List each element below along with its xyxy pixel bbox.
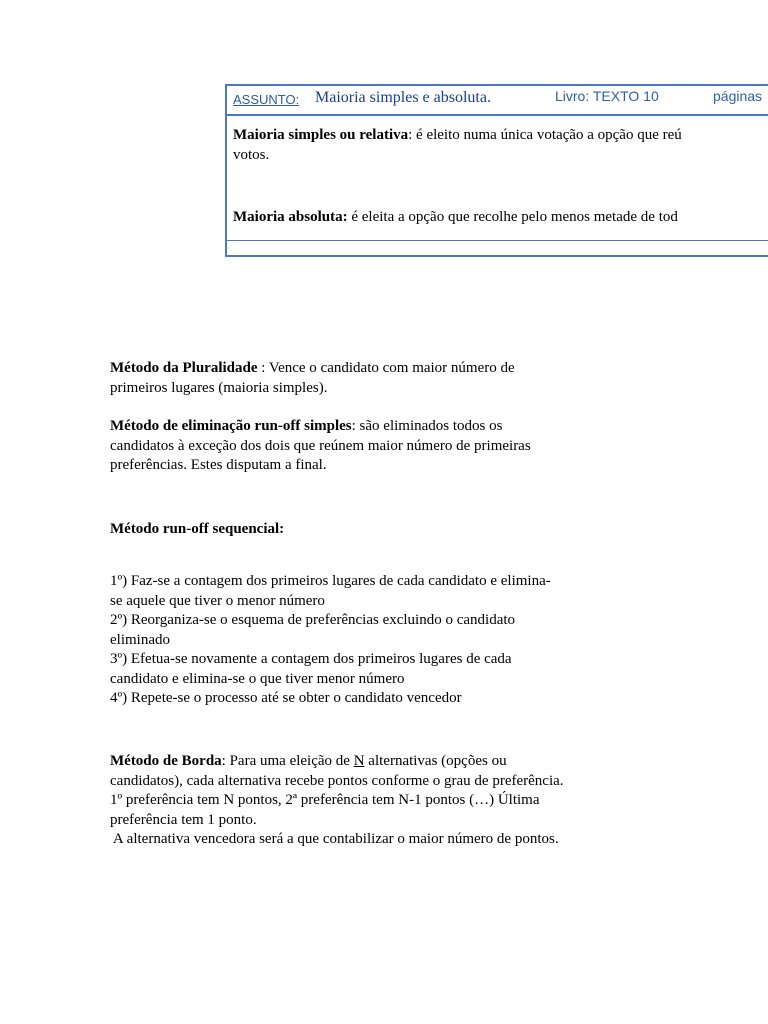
step-line: 2º) Reorganiza-se o esquema de preferências excluindo o candidato: [110, 612, 516, 628]
borda-line-2: candidatos), cada alternativa recebe pontos conforme o grau de preferência.: [110, 772, 564, 789]
step-line: candidato e elimina-se o que tiver menor número: [110, 670, 405, 687]
step-line: 1º) Faz-se a contagem dos primeiros lugares de cada candidato e elimina-: [110, 573, 551, 589]
borda-paragraph: [110, 752, 670, 850]
subject-definitions: [227, 116, 768, 241]
step-line: 3º) Efetua-se novamente a contagem dos primeiros lugares de cada: [110, 651, 512, 667]
step-line: 4º) Repete-se o processo até se obter o candidato vencedor: [110, 690, 462, 706]
maioria-simples-line: [233, 127, 682, 144]
borda-line-1: [110, 752, 670, 772]
paginas-label: páginas: [713, 88, 763, 104]
borda-line-5: A alternativa vencedora será a que contabilizar o maior número de pontos.: [110, 831, 559, 847]
livro-label: Livro: TEXTO 10: [555, 88, 659, 104]
runoff-simples-line-2: candidatos à exceção dos dois que reúnem maior número de primeiras: [110, 437, 531, 454]
borda-text-1b: alternativas (opções ou: [364, 753, 507, 769]
pluralidade-line-1: [110, 359, 670, 379]
subject-header-bar: [227, 86, 768, 116]
pluralidade-text-1: : Vence o candidato com maior número de: [257, 360, 515, 376]
step-line: se aquele que tiver o menor número: [110, 592, 325, 609]
pluralidade-paragraph: [110, 359, 670, 398]
borda-term: Método de Borda: [110, 753, 222, 769]
runoff-sequencial-title: [110, 520, 670, 540]
borda-line-3: 1º preferência tem N pontos, 2ª preferência tem N-1 pontos (…) Última: [110, 792, 540, 808]
maioria-simples-term: Maioria simples ou relativa: [233, 127, 409, 143]
maioria-absoluta-def: é eleita a opção que recolhe pelo menos metade de tod: [347, 209, 678, 225]
pluralidade-term: Método da Pluralidade: [110, 360, 258, 376]
runoff-simples-line-1: [110, 417, 670, 437]
step-line: eliminado: [110, 631, 170, 648]
maioria-absoluta-term: Maioria absoluta:: [233, 209, 348, 225]
runoff-simples-text-1: : são eliminados todos os: [351, 418, 503, 434]
runoff-simples-term: Método de eliminação run-off simples: [110, 418, 352, 434]
assunto-label: ASSUNTO:: [233, 92, 300, 107]
runoff-sequencial-heading: Método run-off sequencial:: [110, 521, 285, 537]
maioria-simples-def: : é eleito numa única votação a opção que reú: [408, 127, 682, 143]
subject-header-box: [225, 84, 768, 257]
borda-n: N: [353, 753, 365, 769]
assunto-value: Maioria simples e absoluta.: [315, 89, 491, 106]
borda-line-4: preferência tem 1 ponto.: [110, 811, 257, 828]
maioria-absoluta-line: [233, 209, 678, 226]
runoff-sequencial-steps: [110, 572, 670, 709]
pluralidade-line-2: primeiros lugares (maioria simples).: [110, 379, 328, 396]
maioria-simples-cont: votos.: [233, 147, 270, 163]
runoff-simples-paragraph: [110, 417, 670, 476]
runoff-simples-line-3: preferências. Estes disputam a final.: [110, 457, 327, 473]
borda-text-1a: : Para uma eleição de: [221, 753, 354, 769]
